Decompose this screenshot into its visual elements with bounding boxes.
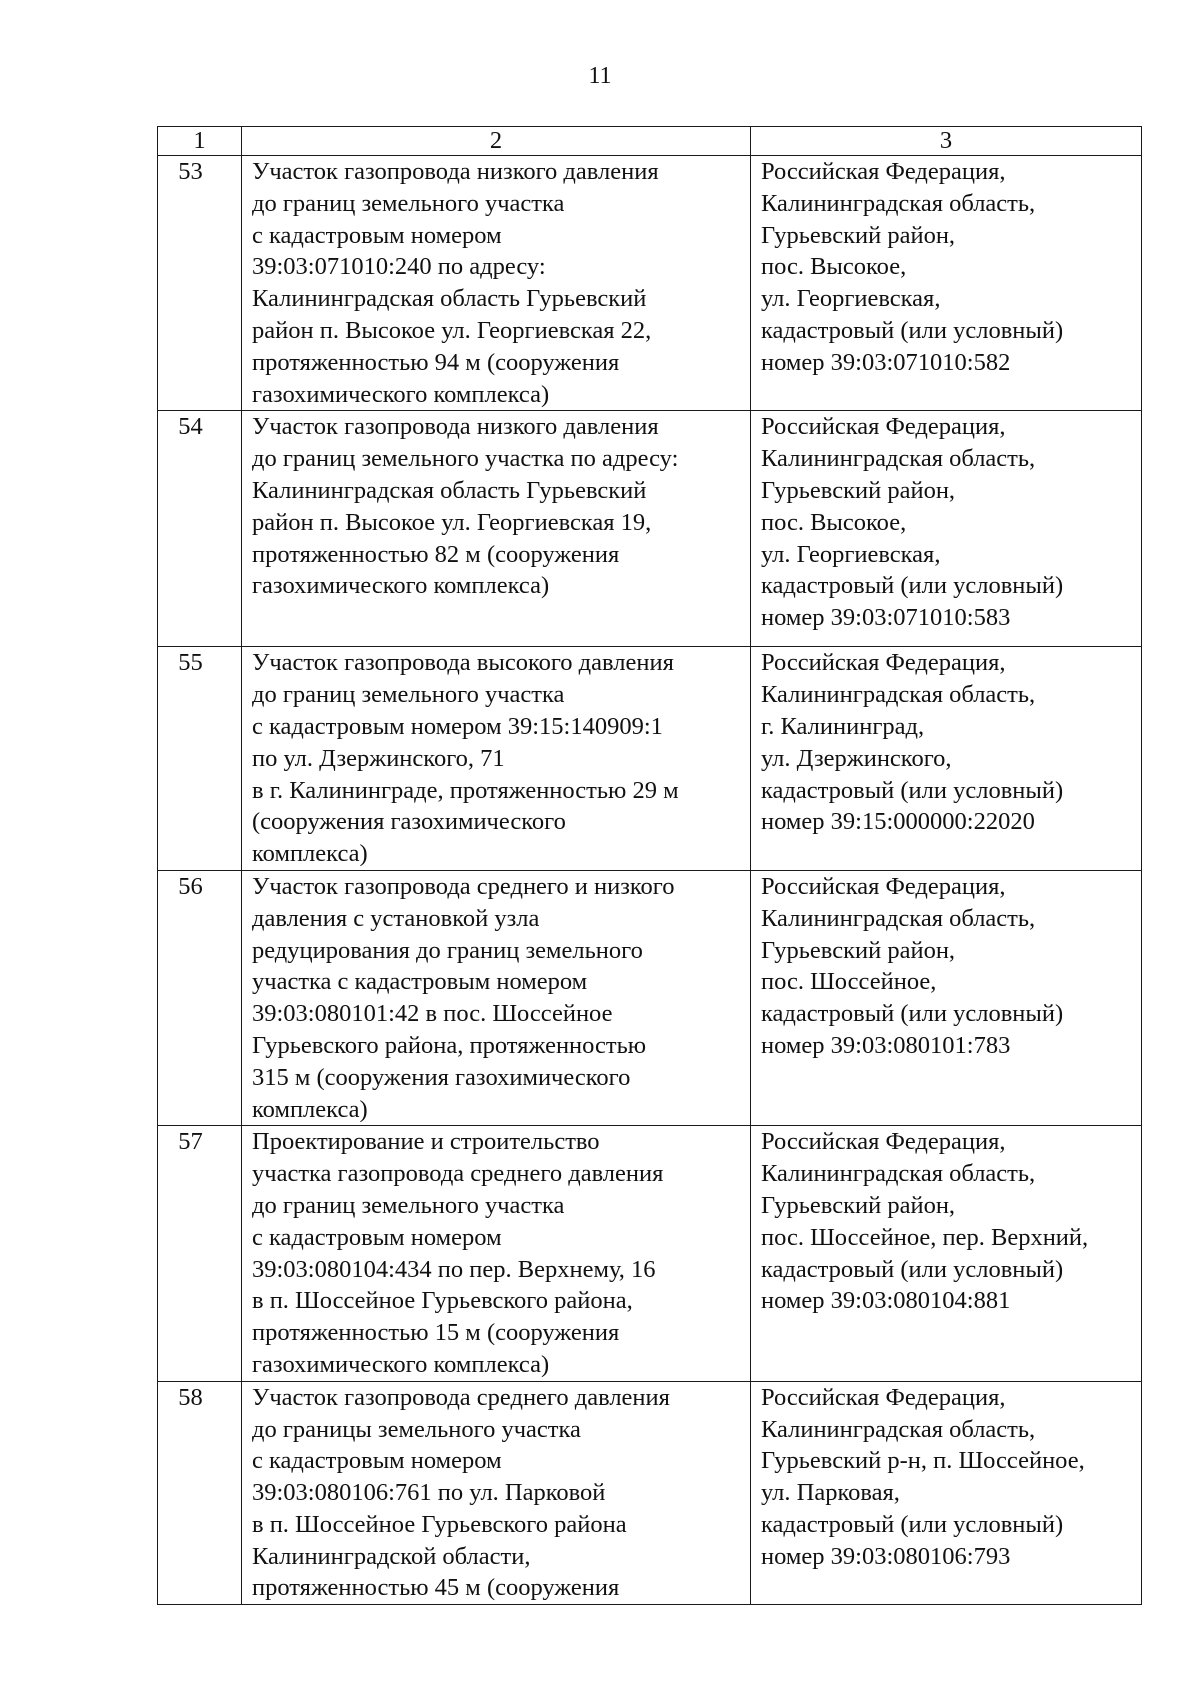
location-line: кадастровый (или условный) [761, 1000, 1064, 1028]
object-description [242, 411, 751, 647]
description-line: в п. Шоссейное Гурьевского района [252, 1510, 627, 1538]
description-line: в п. Шоссейное Гурьевского района, [252, 1287, 633, 1315]
description-line: район п. Высокое ул. Георгиевская 19, [252, 508, 652, 536]
object-location [751, 411, 1142, 647]
row-number: 57 [158, 1126, 242, 1381]
object-description [242, 647, 751, 871]
description-line: 39:03:080101:42 в пос. Шоссейное [252, 1000, 613, 1028]
description-line: протяженностью 45 м (сооружения [252, 1574, 620, 1602]
object-description [242, 870, 751, 1125]
description-line: до границ земельного участка [252, 681, 565, 709]
location-line: Гурьевский район, [761, 221, 956, 249]
location-line: кадастровый (или условный) [761, 316, 1064, 344]
column-header: 1 [158, 127, 242, 156]
location-line: ул. Дзержинского, [761, 744, 952, 772]
location-line: г. Калининград, [761, 712, 925, 740]
table-row [158, 1381, 1142, 1605]
object-description [242, 1126, 751, 1381]
description-line: с кадастровым номером 39:15:140909:1 [252, 712, 663, 740]
location-line: Калининградская область, [761, 681, 1036, 709]
location-line: пос. Шоссейное, пер. Верхний, [761, 1223, 1089, 1251]
description-line: Гурьевского района, протяженностью [252, 1031, 647, 1059]
description-line: до границы земельного участка [252, 1415, 581, 1443]
row-number: 55 [158, 647, 242, 871]
location-line: Российская Федерация, [761, 1128, 1006, 1156]
description-line: участка с кадастровым номером [252, 968, 588, 996]
location-line: Российская Федерация, [761, 649, 1006, 677]
description-line: до границ земельного участка [252, 1191, 565, 1219]
location-line: номер 39:03:080106:793 [761, 1542, 1011, 1570]
description-line: комплекса) [252, 1095, 368, 1123]
location-line: ул. Георгиевская, [761, 285, 941, 313]
table-row [158, 647, 1142, 871]
description-line: давления с установкой узла [252, 904, 540, 932]
location-line: номер 39:15:000000:22020 [761, 808, 1035, 836]
location-line: Гурьевский р-н, п. Шоссейное, [761, 1447, 1085, 1475]
description-line: с кадастровым номером [252, 1447, 502, 1475]
page-number: 11 [588, 63, 612, 89]
object-location [751, 647, 1142, 871]
description-line: 315 м (сооружения газохимического [252, 1063, 631, 1091]
row-number: 56 [158, 870, 242, 1125]
object-location [751, 870, 1142, 1125]
description-line: редуцирования до границ земельного [252, 936, 643, 964]
description-line: Участок газопровода низкого давления [252, 413, 659, 441]
object-description [242, 156, 751, 411]
description-line: 39:03:080106:761 по ул. Парковой [252, 1479, 606, 1507]
location-line: Гурьевский район, [761, 936, 956, 964]
description-line: Калининградская область Гурьевский [252, 285, 647, 313]
description-line: протяженностью 94 м (сооружения [252, 348, 620, 376]
description-line: с кадастровым номером [252, 1223, 502, 1251]
object-location [751, 1381, 1142, 1605]
row-number: 58 [158, 1381, 242, 1605]
description-line: 39:03:071010:240 по адресу: [252, 253, 546, 281]
description-line: Участок газопровода среднего и низкого [252, 872, 675, 900]
location-line: пос. Высокое, [761, 253, 907, 281]
description-line: 39:03:080104:434 по пер. Верхнему, 16 [252, 1255, 656, 1283]
description-line: по ул. Дзержинского, 71 [252, 744, 505, 772]
location-line: ул. Парковая, [761, 1479, 900, 1507]
location-line: Российская Федерация, [761, 413, 1006, 441]
location-line: Калининградская область, [761, 1160, 1036, 1188]
location-line: Российская Федерация, [761, 872, 1006, 900]
column-header: 3 [751, 127, 1142, 156]
description-line: до границ земельного участка [252, 189, 565, 217]
location-line: кадастровый (или условный) [761, 776, 1064, 804]
location-line: Российская Федерация, [761, 1383, 1006, 1411]
objects-table [157, 126, 1142, 1605]
object-location [751, 1126, 1142, 1381]
description-line: газохимического комплекса) [252, 572, 550, 600]
location-line: Калининградская область, [761, 1415, 1036, 1443]
location-line: пос. Шоссейное, [761, 968, 937, 996]
description-line: Калининградская область Гурьевский [252, 476, 647, 504]
location-line: номер 39:03:080104:881 [761, 1287, 1011, 1315]
description-line: комплекса) [252, 840, 368, 868]
location-line: пос. Высокое, [761, 508, 907, 536]
location-line: Российская Федерация, [761, 158, 1006, 185]
column-header: 2 [242, 127, 751, 156]
location-line: Гурьевский район, [761, 1191, 956, 1219]
location-line: кадастровый (или условный) [761, 1255, 1064, 1283]
table-header-row [158, 127, 1142, 156]
row-number: 53 [158, 156, 242, 411]
description-line: протяженностью 82 м (сооружения [252, 540, 620, 568]
location-line: Калининградская область, [761, 189, 1036, 217]
description-line: газохимического комплекса) [252, 380, 550, 408]
description-line: протяженностью 15 м (сооружения [252, 1319, 620, 1347]
description-line: участка газопровода среднего давления [252, 1160, 664, 1188]
location-line: Калининградская область, [761, 445, 1036, 473]
object-location [751, 156, 1142, 411]
description-line: Участок газопровода низкого давления [252, 158, 659, 185]
location-line: кадастровый (или условный) [761, 1510, 1064, 1538]
location-line: ул. Георгиевская, [761, 540, 941, 568]
table-row [158, 1126, 1142, 1381]
description-line: Участок газопровода высокого давления [252, 649, 674, 677]
location-line: кадастровый (или условный) [761, 572, 1064, 600]
table-row [158, 156, 1142, 411]
row-number: 54 [158, 411, 242, 647]
location-line: номер 39:03:071010:583 [761, 604, 1011, 632]
description-line: район п. Высокое ул. Георгиевская 22, [252, 316, 652, 344]
description-line: с кадастровым номером [252, 221, 502, 249]
object-description [242, 1381, 751, 1605]
description-line: газохимического комплекса) [252, 1350, 550, 1378]
table-row [158, 870, 1142, 1125]
table-row [158, 411, 1142, 647]
description-line: до границ земельного участка по адресу: [252, 445, 679, 473]
description-line: Калининградской области, [252, 1542, 531, 1570]
location-line: номер 39:03:080101:783 [761, 1031, 1011, 1059]
description-line: Участок газопровода среднего давления [252, 1383, 670, 1411]
description-line: Проектирование и строительство [252, 1128, 600, 1156]
description-line: в г. Калининграде, протяженностью 29 м [252, 776, 679, 804]
description-line: (сооружения газохимического [252, 808, 566, 836]
location-line: Калининградская область, [761, 904, 1036, 932]
location-line: номер 39:03:071010:582 [761, 348, 1011, 376]
location-line: Гурьевский район, [761, 476, 956, 504]
